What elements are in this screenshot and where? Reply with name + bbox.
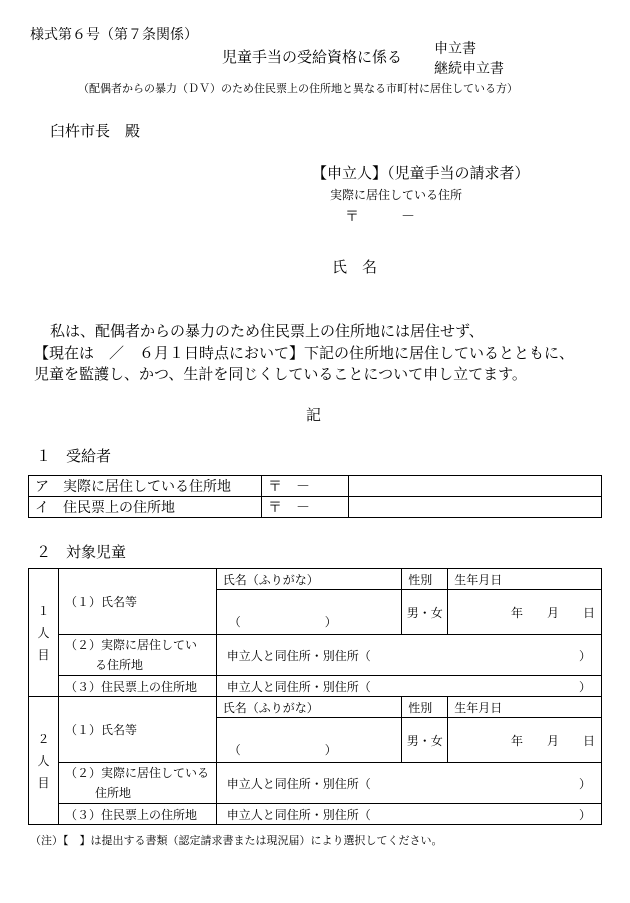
child-2-actual-address-label: （２）実際に居住している 住所地 bbox=[58, 763, 216, 804]
applicant-address-label: 実際に居住している住所 bbox=[330, 188, 463, 202]
child-1-registered-address-label: （３）住民票上の住所地 bbox=[58, 676, 216, 697]
table-row bbox=[29, 569, 602, 590]
child-1-gender-header: 性別 bbox=[402, 569, 448, 590]
child-2-birth-header: 生年月日 bbox=[448, 697, 602, 718]
child-1-kana-paren: （ ） bbox=[228, 615, 337, 629]
child-2-gender-field[interactable]: 男・女 bbox=[402, 718, 448, 763]
recipient-actual-address-field[interactable] bbox=[349, 476, 602, 497]
recipient-registered-postal[interactable]: 〒 － bbox=[262, 497, 349, 518]
form-subtitle: （配偶者からの暴力（ＤＶ）のため住民票上の住所地と異なる市町村に居住している方） bbox=[78, 82, 518, 95]
table-row bbox=[29, 676, 602, 697]
section-recipient-heading: １ 受給者 bbox=[36, 447, 112, 465]
table-row bbox=[29, 763, 602, 804]
table-row bbox=[29, 804, 602, 825]
child-1-ordinal: １ 人 目 bbox=[29, 569, 59, 697]
section-children-heading: ２ 対象児童 bbox=[36, 543, 127, 561]
child-1-actual-address-field[interactable]: 申立人と同住所・別住所（ ） bbox=[216, 635, 601, 676]
child-1-kana-header: 氏名（ふりがな） bbox=[216, 569, 402, 590]
applicant-postal-code: 〒 － bbox=[345, 209, 415, 225]
table-row bbox=[29, 697, 602, 718]
form-number: 様式第６号（第７条関係） bbox=[30, 27, 198, 43]
applicant-header: 【申立人】（児童手当の請求者） bbox=[312, 164, 530, 182]
ki-heading: 記 bbox=[306, 406, 322, 424]
recipient-registered-address-label: イ 住民票上の住所地 bbox=[29, 497, 262, 518]
child-1-birth-field[interactable]: 年 月 日 bbox=[448, 590, 602, 635]
addressee: 臼杵市長 殿 bbox=[50, 122, 141, 140]
recipient-table bbox=[28, 475, 602, 518]
footnote: （注）【 】は提出する書類（認定請求書または現況届）により選択してください。 bbox=[30, 834, 443, 847]
child-2-actual-address-field[interactable]: 申立人と同住所・別住所（ ） bbox=[216, 763, 601, 804]
child-1-actual-address-label: （２）実際に居住してい る住所地 bbox=[58, 635, 216, 676]
child-2-birth-field[interactable]: 年 月 日 bbox=[448, 718, 602, 763]
statement-line-1: 私は、配偶者からの暴力のため住民票上の住所地には居住せず、 bbox=[50, 322, 484, 340]
table-row bbox=[29, 635, 602, 676]
child-1-gender-field[interactable]: 男・女 bbox=[402, 590, 448, 635]
statement-line-2: 【現在は ／ ６月１日時点において】下記の住所地に居住しているとともに、 bbox=[34, 344, 575, 362]
child-2-registered-address-label: （３）住民票上の住所地 bbox=[58, 804, 216, 825]
table-row bbox=[29, 476, 602, 497]
form-title: 児童手当の受給資格に係る bbox=[222, 48, 403, 66]
applicant-name-label: 氏 名 bbox=[332, 258, 378, 276]
child-2-ordinal: ２ 人 目 bbox=[29, 697, 59, 825]
table-row bbox=[29, 497, 602, 518]
recipient-actual-postal[interactable]: 〒 － bbox=[262, 476, 349, 497]
children-table bbox=[28, 568, 602, 825]
recipient-registered-address-field[interactable] bbox=[349, 497, 602, 518]
child-2-kana-header: 氏名（ふりがな） bbox=[216, 697, 402, 718]
statement-line-3: 児童を監護し、かつ、生計を同じくしていることについて申し立てます。 bbox=[34, 365, 527, 383]
child-1-name-field[interactable] bbox=[216, 590, 402, 635]
child-2-name-field[interactable] bbox=[216, 718, 402, 763]
child-2-registered-address-field[interactable]: 申立人と同住所・別住所（ ） bbox=[216, 804, 601, 825]
title-option-continuation: 継続申立書 bbox=[434, 61, 504, 77]
child-2-kana-paren: （ ） bbox=[228, 743, 337, 757]
child-1-birth-header: 生年月日 bbox=[448, 569, 602, 590]
child-2-gender-header: 性別 bbox=[402, 697, 448, 718]
child-1-name-label: （１）氏名等 bbox=[58, 569, 216, 635]
child-2-name-label: （１）氏名等 bbox=[58, 697, 216, 763]
child-1-registered-address-field[interactable]: 申立人と同住所・別住所（ ） bbox=[216, 676, 601, 697]
title-option-application: 申立書 bbox=[434, 41, 476, 57]
recipient-actual-address-label: ア 実際に居住している住所地 bbox=[29, 476, 262, 497]
